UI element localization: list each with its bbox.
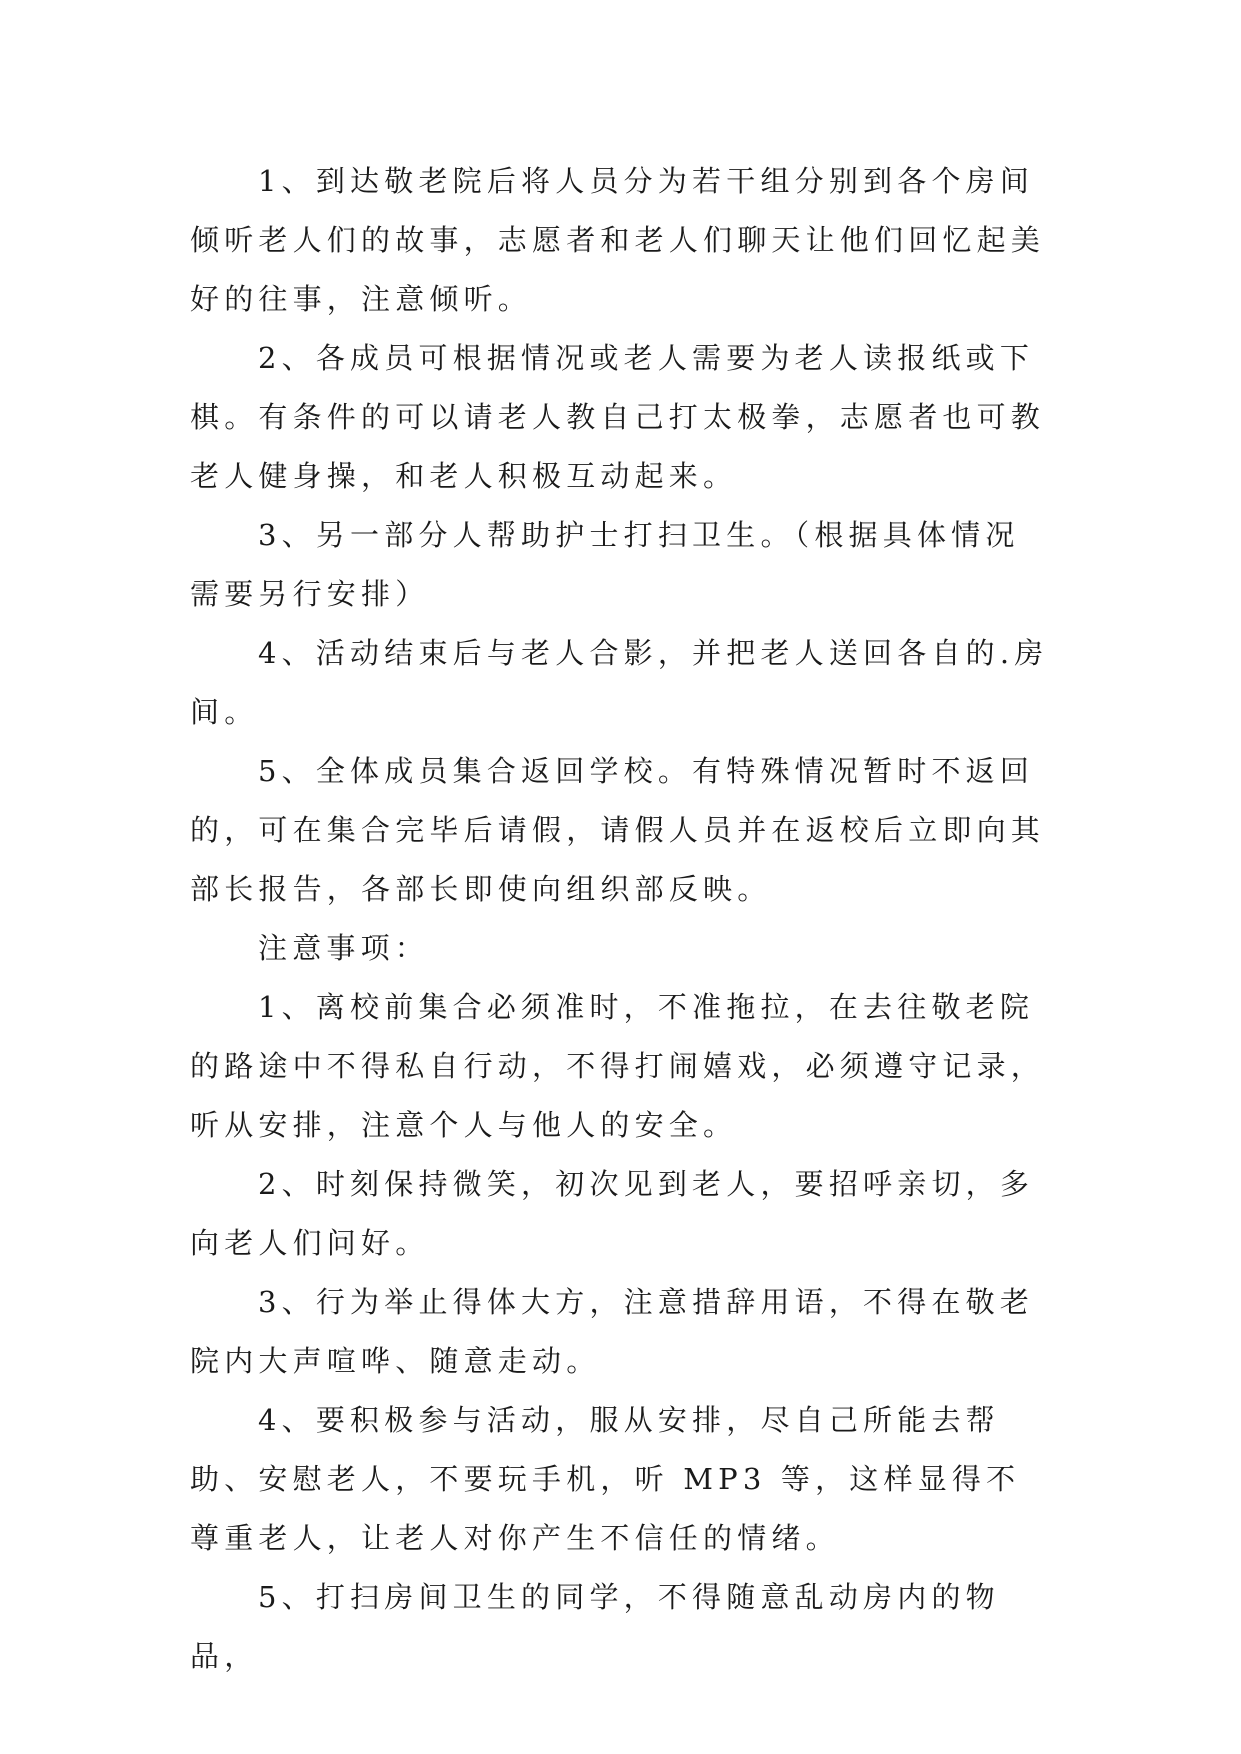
activity-step-5: 5、全体成员集合返回学校。有特殊情况暂时不返回的，可在集合完毕后请假，请假人员并在返校后立即向其部长报告，各部长即使向组织部反映。 <box>190 754 1046 906</box>
document-body <box>190 152 1050 1686</box>
activity-step-1: 1、到达敬老院后将人员分为若干组分别到各个房间倾听老人们的故事，志愿者和老人们聊天让他们回忆起美好的往事，注意倾听。 <box>190 164 1046 316</box>
note-item-4: 4、要积极参与活动，服从安排，尽自己所能去帮助、安慰老人，不要玩手机，听 MP3 等，这样显得不尊重老人，让老人对你产生不信任的情绪。 <box>190 1403 1021 1555</box>
activity-step-2: 2、各成员可根据情况或老人需要为老人读报纸或下棋。有条件的可以请老人教自己打太极拳，志愿者也可教老人健身操，和老人积极互动起来。 <box>190 341 1046 493</box>
note-item-1: 1、离校前集合必须准时，不准拖拉，在去往敬老院的路途中不得私自行动，不得打闹嬉戏，必须遵守记录，听从安排，注意个人与他人的安全。 <box>190 990 1046 1142</box>
note-item-2: 2、时刻保持微笑，初次见到老人，要招呼亲切，多向老人们问好。 <box>190 1167 1035 1260</box>
note-item-3: 3、行为举止得体大方，注意措辞用语，不得在敬老院内大声喧哗、随意走动。 <box>190 1285 1035 1378</box>
activity-step-4: 4、活动结束后与老人合影，并把老人送回各自的.房间。 <box>190 636 1049 729</box>
notes-heading: 注意事项： <box>258 931 430 965</box>
activity-step-3: 3、另一部分人帮助护士打扫卫生。（根据具体情况需要另行安排） <box>190 518 1020 611</box>
note-item-5: 5、打扫房间卫生的同学，不得随意乱动房内的物品， <box>190 1580 1000 1673</box>
